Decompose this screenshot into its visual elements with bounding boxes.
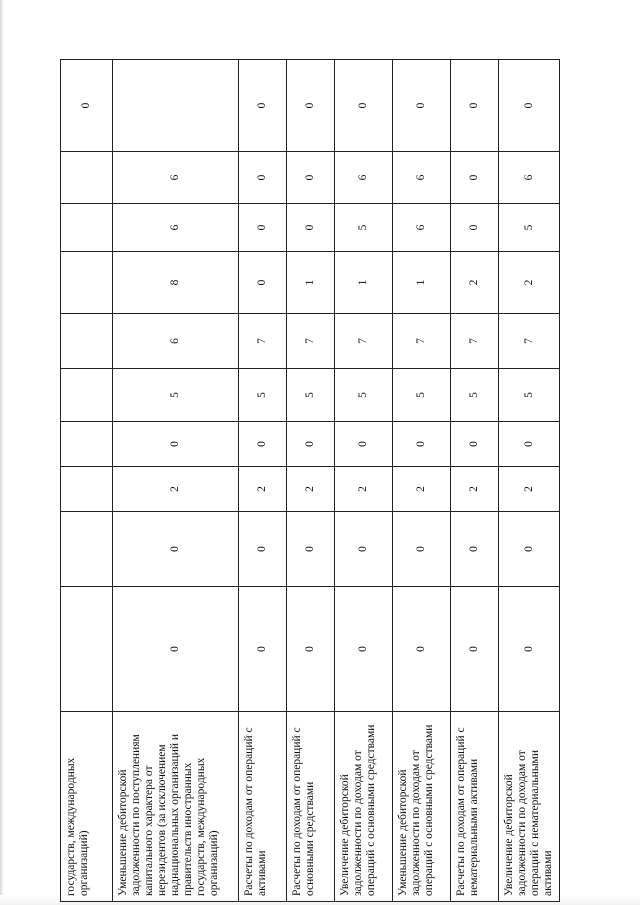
code-cell: 0 <box>451 422 499 467</box>
code-cell: 0 <box>499 512 560 587</box>
code-cell <box>61 152 113 204</box>
rotated-page <box>60 60 554 902</box>
table-row <box>335 60 393 902</box>
row-label: государств, международных организаций) <box>61 712 113 902</box>
code-cell: 2 <box>287 467 335 512</box>
code-cell <box>113 60 239 152</box>
code-cell: 0 <box>239 204 287 252</box>
code-cell: 6 <box>113 204 239 252</box>
code-cell: 0 <box>287 60 335 152</box>
code-cell: 0 <box>113 587 239 712</box>
code-cell: 2 <box>335 467 393 512</box>
code-cell: 5 <box>335 369 393 422</box>
code-cell: 0 <box>239 60 287 152</box>
code-cell: 0 <box>239 422 287 467</box>
code-cell: 0 <box>499 422 560 467</box>
code-cell <box>61 204 113 252</box>
code-cell: 0 <box>335 422 393 467</box>
code-cell <box>61 422 113 467</box>
code-cell: 5 <box>499 204 560 252</box>
code-cell: 0 <box>393 512 451 587</box>
code-cell: 2 <box>499 252 560 314</box>
code-cell: 0 <box>287 512 335 587</box>
code-cell <box>61 314 113 369</box>
code-cell: 2 <box>451 252 499 314</box>
code-cell: 0 <box>393 587 451 712</box>
code-cell: 0 <box>393 422 451 467</box>
code-cell: 2 <box>113 467 239 512</box>
row-label: Расчеты по доходам от операций с нематериальными активами <box>451 712 499 902</box>
code-cell: 0 <box>451 512 499 587</box>
code-cell: 0 <box>287 204 335 252</box>
code-cell: 6 <box>335 152 393 204</box>
code-cell: 7 <box>393 314 451 369</box>
code-cell: 5 <box>335 204 393 252</box>
table-row <box>499 60 560 902</box>
code-cell: 7 <box>499 314 560 369</box>
code-cell: 0 <box>451 204 499 252</box>
code-cell: 0 <box>61 60 113 152</box>
code-cell: 5 <box>451 369 499 422</box>
code-cell: 1 <box>393 252 451 314</box>
code-cell: 6 <box>113 152 239 204</box>
table-row <box>451 60 499 902</box>
code-cell: 2 <box>499 467 560 512</box>
code-cell: 7 <box>287 314 335 369</box>
code-cell: 0 <box>335 587 393 712</box>
code-cell: 5 <box>287 369 335 422</box>
scan-edge <box>0 0 4 905</box>
code-cell <box>61 587 113 712</box>
code-cell: 2 <box>239 467 287 512</box>
code-cell <box>61 252 113 314</box>
code-cell: 0 <box>239 252 287 314</box>
code-cell: 6 <box>499 152 560 204</box>
table-row <box>239 60 287 902</box>
code-cell: 6 <box>393 152 451 204</box>
code-cell: 0 <box>393 60 451 152</box>
code-cell: 0 <box>335 512 393 587</box>
code-cell <box>61 369 113 422</box>
code-cell: 0 <box>287 422 335 467</box>
code-cell: 0 <box>239 587 287 712</box>
code-cell: 2 <box>393 467 451 512</box>
code-cell <box>61 467 113 512</box>
code-cell: 0 <box>239 512 287 587</box>
code-cell: 0 <box>499 60 560 152</box>
code-cell: 0 <box>451 152 499 204</box>
table-row <box>393 60 451 902</box>
row-label: Уменьшение дебиторской задолженности по доходам от операций с основными средствами <box>393 712 451 902</box>
code-cell: 2 <box>451 467 499 512</box>
table-row <box>61 60 113 902</box>
code-cell <box>61 512 113 587</box>
row-label: Увеличение дебиторской задолженности по доходам от операций с нематериальными активами <box>499 712 560 902</box>
row-label: Расчеты по доходам от операций с основными средствами <box>287 712 335 902</box>
code-cell: 5 <box>393 369 451 422</box>
code-cell: 7 <box>451 314 499 369</box>
code-cell: 0 <box>335 60 393 152</box>
code-cell: 5 <box>499 369 560 422</box>
code-cell: 0 <box>451 60 499 152</box>
table-row <box>113 60 239 902</box>
row-label: Увеличение дебиторской задолженности по доходам от операций с основными средствами <box>335 712 393 902</box>
code-cell: 0 <box>113 422 239 467</box>
code-cell: 0 <box>113 512 239 587</box>
code-cell: 5 <box>239 369 287 422</box>
row-label: Расчеты по доходам от операций с активами <box>239 712 287 902</box>
code-cell: 7 <box>335 314 393 369</box>
code-cell: 6 <box>113 314 239 369</box>
row-label: Уменьшение дебиторской задолженности по поступлениям капитального характера от нерезидентов (за исключением наднациональных организаций и правительств иностранных государств, международных организаций) <box>113 712 239 902</box>
code-cell: 0 <box>499 587 560 712</box>
code-cell: 1 <box>335 252 393 314</box>
code-cell: 8 <box>113 252 239 314</box>
code-cell: 0 <box>287 152 335 204</box>
code-cell: 7 <box>239 314 287 369</box>
code-cell: 0 <box>287 587 335 712</box>
code-cell: 6 <box>393 204 451 252</box>
code-cell: 5 <box>113 369 239 422</box>
account-codes-table <box>60 59 560 902</box>
code-cell: 0 <box>239 152 287 204</box>
table-row <box>287 60 335 902</box>
code-cell: 0 <box>451 587 499 712</box>
code-cell: 1 <box>287 252 335 314</box>
